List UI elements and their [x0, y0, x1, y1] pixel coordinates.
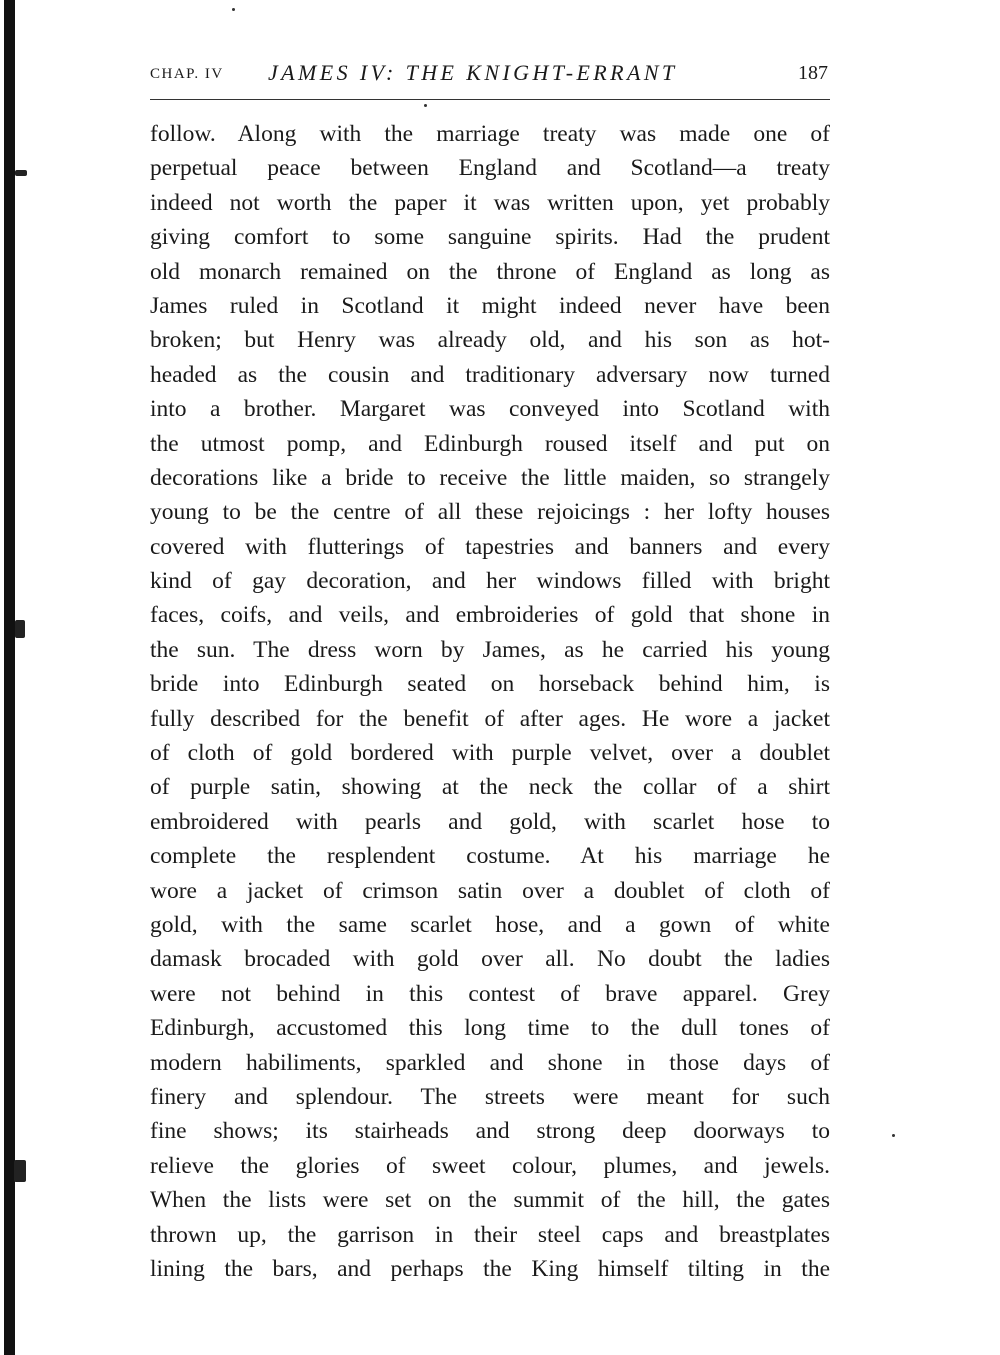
- binding-speck: [15, 620, 25, 638]
- text-line: relieve the glories of sweet colour, plumes, and jewels.: [150, 1152, 830, 1179]
- chapter-label: CHAP. IV: [150, 66, 224, 82]
- text-line: young to be the centre of all these rejoicings : her lofty houses: [150, 499, 830, 526]
- text-line: were not behind in this contest of brave apparel. Grey: [150, 980, 830, 1007]
- page-number: 187: [798, 62, 828, 84]
- text-line: thrown up, the garrison in their steel caps and breastplates: [150, 1221, 830, 1248]
- text-line: the sun. The dress worn by James, as he carried his young: [150, 636, 830, 663]
- binding-speck: [14, 1160, 26, 1182]
- binding-speck: [15, 170, 27, 176]
- text-line: lining the bars, and perhaps the King himself tilting in the: [150, 1255, 830, 1282]
- text-line: When the lists were set on the summit of the hill, the gates: [150, 1187, 830, 1214]
- page-binding-edge: [0, 0, 30, 1355]
- body-text: [150, 117, 830, 1286]
- text-line: wore a jacket of crimson satin over a doublet of cloth of: [150, 877, 830, 904]
- text-line: broken; but Henry was already old, and his son as hot-: [150, 327, 830, 354]
- text-line: complete the resplendent costume. At his marriage he: [150, 843, 830, 870]
- binding-shadow: [4, 0, 15, 1355]
- text-line: fully described for the benefit of after ages. He wore a jacket: [150, 705, 830, 732]
- text-line: embroidered with pearls and gold, with scarlet hose to: [150, 808, 830, 835]
- page-speck: [892, 1134, 895, 1137]
- text-line: covered with flutterings of tapestries and banners and every: [150, 533, 830, 560]
- text-line: decorations like a bride to receive the little maiden, so strangely: [150, 464, 830, 491]
- text-line: damask brocaded with gold over all. No doubt the ladies: [150, 946, 830, 973]
- text-line: finery and splendour. The streets were meant for such: [150, 1083, 830, 1110]
- header-rule: [150, 99, 830, 100]
- running-title: JAMES IV: THE KNIGHT-ERRANT: [268, 60, 678, 85]
- text-line: of purple satin, showing at the neck the collar of a shirt: [150, 774, 830, 801]
- text-line: Edinburgh, accustomed this long time to the dull tones of: [150, 1015, 830, 1042]
- text-line: of cloth of gold bordered with purple velvet, over a doublet: [150, 740, 830, 767]
- text-line: old monarch remained on the throne of England as long as: [150, 258, 830, 285]
- text-line: perpetual peace between England and Scotland—a treaty: [150, 155, 830, 182]
- text-line: gold, with the same scarlet hose, and a gown of white: [150, 911, 830, 938]
- text-line: James ruled in Scotland it might indeed never have been: [150, 292, 830, 319]
- text-line: fine shows; its stairheads and strong deep doorways to: [150, 1118, 830, 1145]
- text-line: kind of gay decoration, and her windows filled with bright: [150, 568, 830, 595]
- text-line: bride into Edinburgh seated on horseback behind him, is: [150, 671, 830, 698]
- text-line: modern habiliments, sparkled and shone in those days of: [150, 1049, 830, 1076]
- text-line: the utmost pomp, and Edinburgh roused itself and put on: [150, 430, 830, 457]
- text-line: giving comfort to some sanguine spirits. Had the prudent: [150, 224, 830, 251]
- page-speck: [424, 104, 427, 107]
- text-line: faces, coifs, and veils, and embroideries of gold that shone in: [150, 602, 830, 629]
- page-speck: [232, 8, 235, 11]
- text-line: headed as the cousin and traditionary adversary now turned: [150, 361, 830, 388]
- running-head: [150, 58, 830, 98]
- text-line: indeed not worth the paper it was written upon, yet probably: [150, 189, 830, 216]
- text-line: into a brother. Margaret was conveyed into Scotland with: [150, 396, 830, 423]
- text-line: follow. Along with the marriage treaty was made one of: [150, 121, 830, 147]
